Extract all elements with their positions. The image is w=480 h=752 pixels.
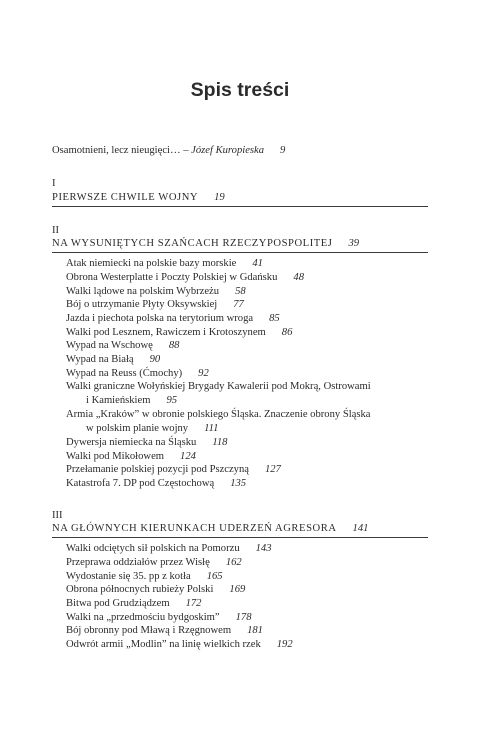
- entry-page-number: 48: [293, 272, 304, 283]
- intro-author: Józef Kuropieska: [191, 145, 265, 156]
- toc-entry: [66, 271, 304, 284]
- section-title-text: NA WYSUNIĘTYCH SZAŃCACH RZECZYPOSPOLITEJ: [52, 238, 333, 249]
- entry-page-number: 95: [166, 395, 178, 406]
- entry-page-number: 92: [198, 368, 209, 379]
- entry-page-number: 169: [229, 584, 246, 595]
- toc-entry: [66, 463, 281, 476]
- toc-entry: [66, 367, 209, 380]
- entry-title: Armia „Kraków” w obronie polskiego Śląska. Znaczenie obrony Śląska: [66, 409, 371, 420]
- toc-entry: [66, 624, 263, 637]
- entry-title: Walki graniczne Wołyńskiej Brygady Kawalerii pod Mokrą, Ostrowami: [66, 381, 371, 392]
- section-page-number: 141: [352, 523, 369, 534]
- entry-page-number: 181: [247, 625, 263, 636]
- section-title-text: PIERWSZE CHWILE WOJNY: [52, 192, 199, 203]
- entry-page-number: 162: [225, 557, 242, 568]
- section-numeral-1: I: [52, 178, 56, 189]
- entry-title: Atak niemiecki na polskie bazy morskie: [66, 258, 237, 269]
- section-title-text: NA GŁÓWNYCH KIERUNKACH UDERZEŃ AGRESORA: [52, 523, 337, 534]
- entry-title: Walki pod Lesznem, Rawiczem i Krotoszynem: [66, 327, 266, 338]
- entry-page-number: 172: [185, 598, 202, 609]
- toc-entry: [66, 257, 263, 270]
- section-numeral-2: II: [52, 225, 60, 236]
- section-divider: [52, 206, 428, 207]
- section-title-1: [52, 191, 225, 204]
- toc-entry: [66, 556, 242, 569]
- entry-title: Przełamanie polskiej pozycji pod Pszczyną: [66, 464, 249, 475]
- entry-title: Dywersja niemiecka na Śląsku: [66, 437, 197, 448]
- section-numeral-3: III: [52, 510, 63, 521]
- toc-entry: [66, 353, 160, 366]
- entry-page-number: 88: [168, 340, 180, 351]
- entry-title: Walki pod Mikołowem: [66, 451, 165, 462]
- entry-title: Bitwa pod Grudziądzem: [66, 598, 170, 609]
- toc-entry: [66, 312, 280, 325]
- entry-title: Obrona Westerplatte i Poczty Polskiej w Gdańsku: [66, 272, 278, 283]
- entry-title: Walki na „przedmościu bydgoskim”: [66, 612, 220, 623]
- entry-title: Wypad na Wschowę: [66, 340, 153, 351]
- entry-page-number: 90: [149, 354, 161, 365]
- entry-page-number: 41: [252, 258, 263, 269]
- toc-entry: [66, 570, 223, 583]
- toc-entry-continuation: [86, 422, 218, 435]
- entry-page-number: 135: [230, 478, 247, 489]
- toc-entry: [66, 285, 246, 298]
- entry-title: Odwrót armii „Modlin” na linię wielkich rzek: [66, 639, 261, 650]
- entry-title: Jazda i piechota polska na terytorium wroga: [66, 313, 254, 324]
- entry-title: i Kamieńskiem: [86, 395, 151, 406]
- toc-entry: [66, 298, 244, 311]
- entry-page-number: 124: [180, 451, 196, 462]
- entry-title: Wydostanie się 35. pp z kotła: [66, 571, 191, 582]
- entry-page-number: 118: [212, 437, 228, 448]
- entry-title: Wypad na Reuss (Ćmochy): [66, 368, 183, 379]
- entry-page-number: 178: [235, 612, 252, 623]
- section-divider: [52, 252, 428, 253]
- toc-entry: [66, 611, 252, 624]
- entry-title: Walki lądowe na polskim Wybrzeżu: [66, 286, 220, 297]
- entry-page-number: 127: [264, 464, 281, 475]
- entry-title: Walki odciętych sił polskich na Pomorzu: [66, 543, 240, 554]
- entry-page-number: 86: [281, 327, 293, 338]
- entry-title: Wypad na Białą: [66, 354, 134, 365]
- section-page-number: 19: [214, 192, 225, 203]
- entry-page-number: 192: [276, 639, 293, 650]
- toc-entry: [66, 450, 196, 463]
- toc-entry-continuation: [86, 394, 177, 407]
- section-title-2: [52, 237, 359, 250]
- entry-title: Bój o utrzymanie Płyty Oksywskiej: [66, 299, 218, 310]
- entry-page-number: 77: [233, 299, 244, 310]
- toc-entry: [66, 638, 293, 651]
- section-divider: [52, 537, 428, 538]
- entry-title: Bój obronny pod Mławą i Rzęgnowem: [66, 625, 232, 636]
- toc-entry: [66, 408, 370, 421]
- entry-title: w polskim planie wojny: [86, 423, 189, 434]
- intro-text: Osamotnieni, lecz nieugięci… –: [52, 145, 192, 156]
- intro-page-number: 9: [280, 145, 286, 156]
- toc-entry: [66, 326, 292, 339]
- section-page-number: 39: [348, 238, 360, 249]
- toc-entry: [66, 597, 201, 610]
- entry-page-number: 143: [255, 543, 272, 554]
- entry-page-number: 58: [235, 286, 246, 297]
- section-title-3: [52, 522, 368, 535]
- entry-page-number: 165: [206, 571, 223, 582]
- entry-title: Przeprawa oddziałów przez Wisłę: [66, 557, 210, 568]
- page-title: Spis treści: [190, 79, 290, 102]
- toc-entry: [66, 477, 246, 490]
- toc-intro: [52, 144, 285, 157]
- entry-page-number: 111: [204, 423, 219, 434]
- toc-entry: [66, 339, 179, 352]
- entry-title: Obrona północnych rubieży Polski: [66, 584, 214, 595]
- toc-entry: [66, 380, 371, 393]
- toc-entry: [66, 583, 245, 596]
- toc-entry: [66, 436, 227, 449]
- toc-entry: [66, 542, 272, 555]
- entry-page-number: 85: [269, 313, 280, 324]
- entry-title: Katastrofa 7. DP pod Częstochową: [66, 478, 215, 489]
